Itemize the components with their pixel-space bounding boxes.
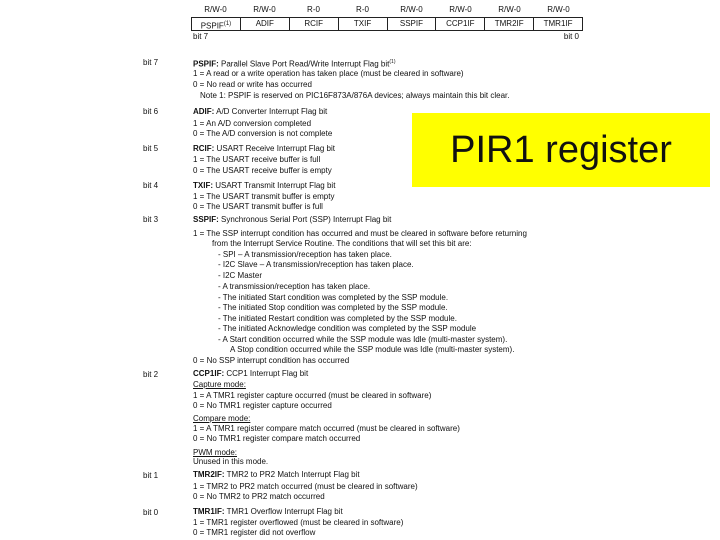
bit2-compare-0: 0 = No TMR1 register compare match occurred [193, 434, 361, 443]
bit-cell-pspif: PSPIF$^{(1)}$ [192, 18, 241, 30]
bit5-label: bit 5 [143, 144, 159, 153]
bit4-line-0: 0 = The USART transmit buffer is full [193, 202, 323, 211]
bit0-heading: TMR1IF: TMR1 Overflow Interrupt Flag bit [193, 507, 343, 516]
bit2-label: bit 2 [143, 370, 159, 379]
bit3-line: - The initiated Start condition was completed by the SSP module. [218, 293, 449, 302]
bit5-line-1: 1 = The USART receive buffer is full [193, 155, 321, 164]
bit1-line-0: 0 = No TMR2 to PR2 match occurred [193, 492, 325, 501]
bit4-label: bit 4 [143, 181, 159, 190]
register-access-row [191, 5, 583, 17]
bit7-heading: PSPIF: Parallel Slave Port Read/Write Interrupt Flag bit$^{(1)}$ [193, 59, 396, 69]
bit6-heading: ADIF: A/D Converter Interrupt Flag bit [193, 107, 328, 116]
bit3-line: - SPI – A transmission/reception has taken place. [218, 250, 392, 259]
access-bit5: R-0 [307, 5, 320, 14]
access-bit4: R-0 [356, 5, 369, 14]
bit1-line-1: 1 = TMR2 to PR2 match occurred (must be cleared in software) [193, 482, 418, 491]
bit5-line-0: 0 = The USART receive buffer is empty [193, 166, 332, 175]
bit-cell-rcif: RCIF [290, 18, 339, 30]
bit6-label: bit 6 [143, 107, 159, 116]
bit-cell-adif: ADIF [241, 18, 290, 30]
bit3-line: - I2C Slave – A transmission/reception has taken place. [218, 260, 414, 269]
bit-cell-tmr1if: TMR1IF [543, 19, 573, 28]
bit3-heading: SSPIF: Synchronous Serial Port (SSP) Interrupt Flag bit [193, 215, 392, 224]
bit4-line-1: 1 = The USART transmit buffer is empty [193, 192, 335, 201]
bit1-label: bit 1 [143, 471, 159, 480]
bit3-line: - A transmission/reception has taken place. [218, 282, 371, 291]
bit3-line: from the Interrupt Service Routine. The conditions that will set this bit are: [212, 239, 472, 248]
bit3-line: A Stop condition occurred while the SSP module was Idle (multi-master system). [230, 345, 515, 354]
bit-range-labels [191, 32, 583, 42]
slide-title: PIR1 register [450, 128, 672, 171]
register-bit-table [191, 17, 583, 31]
bit2-capture-0: 0 = No TMR1 register capture occurred [193, 401, 332, 410]
bit7-note: Note 1: PSPIF is reserved on PIC16F873A/876A devices; always maintain this bit clear. [200, 91, 510, 100]
access-bit1: R/W-0 [498, 5, 521, 14]
bit3-line: - I2C Master [218, 271, 263, 280]
bit6-line-0: 0 = The A/D conversion is not complete [193, 129, 333, 138]
access-bit3: R/W-0 [400, 5, 423, 14]
bit-cell-txif: TXIF [339, 18, 388, 30]
bit3-line: - The initiated Stop condition was completed by the SSP module. [218, 303, 448, 312]
bit0-line-1: 1 = TMR1 register overflowed (must be cleared in software) [193, 518, 404, 527]
bit-cell-tmr2if: TMR2IF [485, 18, 534, 30]
bit6-line-1: 1 = An A/D conversion completed [193, 119, 312, 128]
bit0-label: bit 0 [143, 508, 159, 517]
bit3-line: - The initiated Restart condition was completed by the SSP module. [218, 314, 457, 323]
bit-cell-ccp1if: CCP1IF [436, 18, 485, 30]
bit2-compare-title: Compare mode: [193, 414, 251, 423]
bit3-line-0: 0 = No SSP interrupt condition has occurred [193, 356, 350, 365]
bit2-pwm-title: PWM mode: [193, 448, 238, 457]
access-bit0: R/W-0 [547, 5, 570, 14]
bit-range-right: bit 0 [563, 32, 579, 41]
bit3-line: - A Start condition occurred while the SSP module was Idle (multi-master system). [218, 335, 508, 344]
bit2-heading: CCP1IF: CCP1 Interrupt Flag bit [193, 369, 309, 378]
bit-cell-sspif: SSPIF [388, 18, 437, 30]
bit0-line-0: 0 = TMR1 register did not overflow [193, 528, 316, 537]
bit2-compare-1: 1 = A TMR1 register compare match occurred (must be cleared in software) [193, 424, 460, 433]
bit7-line-1: 1 = A read or a write operation has taken place (must be cleared in software) [193, 69, 464, 78]
access-bit2: R/W-0 [449, 5, 472, 14]
bit2-capture-1: 1 = A TMR1 register capture occurred (must be cleared in software) [193, 391, 432, 400]
bit2-pwm-text: Unused in this mode. [193, 457, 269, 466]
bit1-heading: TMR2IF: TMR2 to PR2 Match Interrupt Flag bit [193, 470, 360, 479]
bit3-line: 1 = The SSP interrupt condition has occurred and must be cleared in software before returning [193, 229, 527, 238]
access-bit6: R/W-0 [253, 5, 276, 14]
bit2-capture-title: Capture mode: [193, 380, 246, 389]
bit-range-left: bit 7 [193, 32, 209, 41]
title-highlight-box [412, 113, 710, 187]
access-bit7: R/W-0 [204, 5, 227, 14]
bit7-label: bit 7 [143, 58, 159, 67]
bit5-heading: RCIF: USART Receive Interrupt Flag bit [193, 144, 335, 153]
bit7-line-0: 0 = No read or write has occurred [193, 80, 312, 89]
bit4-heading: TXIF: USART Transmit Interrupt Flag bit [193, 181, 336, 190]
bit3-label: bit 3 [143, 215, 159, 224]
bit3-line: - The initiated Acknowledge condition was completed by the SSP module [218, 324, 477, 333]
